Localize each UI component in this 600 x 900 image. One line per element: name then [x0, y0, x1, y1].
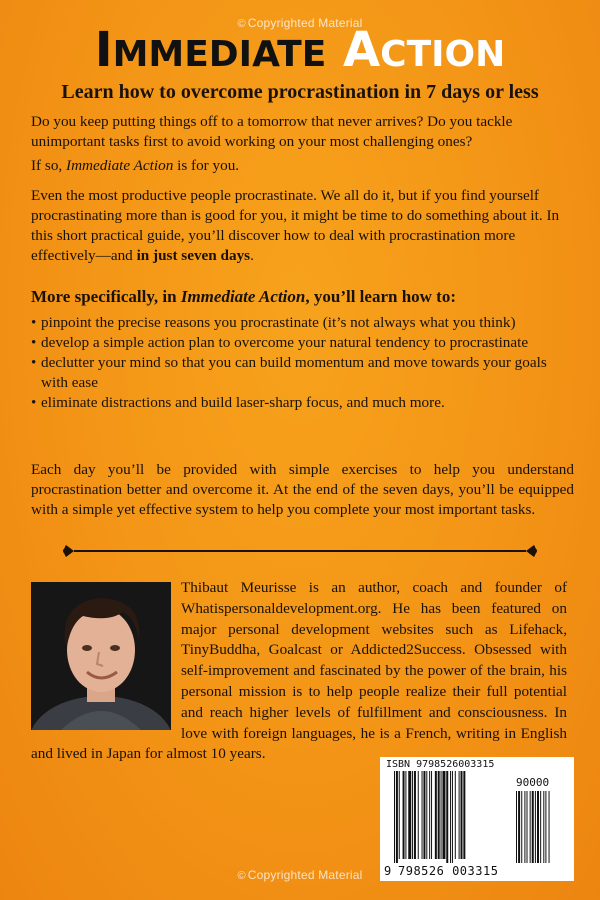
barcode-bar	[394, 771, 395, 863]
barcode-bar	[461, 771, 463, 859]
barcode-bar	[518, 791, 520, 863]
barcode-bar	[414, 771, 416, 859]
bullet-item: • eliminate distractions and build laser-sharp focus, and much more.	[31, 393, 571, 413]
barcode-bar	[431, 771, 432, 859]
p2-post: is for you.	[173, 157, 240, 174]
barcode-bar	[422, 771, 423, 859]
barcode-bar	[426, 771, 427, 859]
barcode-bar	[455, 771, 456, 859]
heading-post: , you’ll learn how to:	[305, 287, 456, 306]
bio-text: Thibaut Meurisse is an author, coach and founder of Whatispersonaldevelopment.org. He has been featured on major personal development websites such as Lifehack, TinyBuddha, Goalcast or Addicted2Success. Obsessed with self-improvement and fascinated by the power of the brain, his personal mission is to help people realize their full potential and reach higher levels of fulfillment and consciousness. In love with foreign languages, he is a French, writing in English and lived in Japan for almost 10 years.	[31, 579, 567, 763]
barcode-bar	[532, 791, 534, 863]
title-word-immediate	[95, 22, 327, 78]
ean-first-digit: 9	[384, 864, 392, 878]
p2-pre: If so,	[31, 157, 67, 174]
title-initial-a: A	[343, 22, 381, 78]
barcode-bar	[524, 791, 525, 863]
author-bio	[31, 578, 567, 765]
barcode-bar	[540, 791, 541, 863]
barcode-bar	[441, 771, 442, 859]
isbn-barcode	[380, 757, 574, 881]
intro-paragraph-2	[31, 156, 574, 176]
barcode-bar	[423, 771, 425, 859]
book-title	[0, 22, 600, 83]
barcode-bar	[396, 771, 398, 863]
barcode-bar	[452, 771, 453, 863]
barcode-bar	[429, 771, 430, 859]
barcode-bar	[412, 771, 413, 859]
copyright-symbol: ©	[237, 18, 246, 30]
title-rest-ction: CTION	[380, 34, 506, 75]
ean-remaining-digits: 798526 003315	[398, 864, 499, 878]
p2-book-name: Immediate Action	[66, 157, 174, 174]
barcode-bar	[418, 771, 419, 859]
p3-main: Even the most productive people procrastinate. We all do it, but if you find yourself procrastinating more than is good for you, it might be time to do something about it. In this short practical guide, you’ll discover how to deal with procrastination more effectively—and	[31, 187, 560, 264]
title-initial-i: I	[94, 22, 113, 78]
barcode-bar	[543, 791, 544, 863]
barcode-bar	[459, 771, 460, 859]
intro-paragraph-3	[31, 186, 574, 266]
copyright-symbol: ©	[237, 870, 246, 882]
barcode-bar	[438, 771, 440, 859]
barcode-bar	[408, 771, 411, 859]
barcode-bar	[435, 771, 437, 859]
barcode-bar	[450, 771, 451, 863]
p3-end: .	[250, 247, 254, 264]
learn-bullet-list	[31, 313, 571, 413]
bullet-item: • pinpoint the precise reasons you procrastinate (it’s not always what you think)	[31, 313, 571, 333]
ornamental-divider	[60, 543, 540, 559]
intro-paragraph-1: Do you keep putting things off to a tomorrow that never arrives? Do you tackle unimportant tasks first to avoid working on your most challenging ones?	[31, 113, 513, 150]
barcode-bar	[446, 771, 448, 863]
title-rest-mmediate: MMEDIATE	[112, 34, 327, 75]
heading-pre: More specifically, in	[31, 287, 181, 306]
photo-float-spacer	[31, 578, 181, 730]
barcode-bar	[530, 791, 531, 863]
bullet-item: • develop a simple action plan to overcome your natural tendency to procrastinate	[31, 333, 571, 353]
bullet-item: • declutter your mind so that you can build momentum and move towards your goals with ease	[31, 353, 571, 393]
learn-heading	[31, 286, 581, 308]
barcode-bar	[463, 771, 465, 859]
barcode-bar	[405, 771, 406, 859]
barcode-bar	[521, 791, 522, 863]
watermark-text: Copyrighted Material	[247, 16, 363, 30]
heading-book-name: Immediate Action	[180, 287, 306, 306]
p3-bold: in just seven days	[136, 247, 251, 264]
title-word-action	[343, 22, 505, 78]
barcode-bar	[545, 791, 546, 863]
price-code: 90000	[516, 776, 550, 789]
isbn-label: ISBN 9798526003315	[386, 759, 495, 770]
barcode-bar	[527, 791, 528, 863]
closing-paragraph: Each day you’ll be provided with simple exercises to help you understand procrastination better and overcome it. At the end of the seven days, you’ll be equipped with a simple yet effective system to help you complete your most important tasks.	[31, 461, 574, 518]
barcode-bar	[442, 771, 445, 859]
book-subtitle: Learn how to overcome procrastination in 7 days or less	[61, 81, 539, 103]
barcode-bar	[549, 791, 550, 863]
barcode-bar	[516, 791, 517, 863]
watermark-text: Copyrighted Material	[247, 868, 363, 882]
barcode-bar	[399, 771, 400, 859]
barcode-bar	[535, 791, 536, 863]
barcode-bar	[537, 791, 539, 863]
copyright-watermark-bottom	[0, 868, 600, 882]
barcode-bar	[403, 771, 405, 859]
